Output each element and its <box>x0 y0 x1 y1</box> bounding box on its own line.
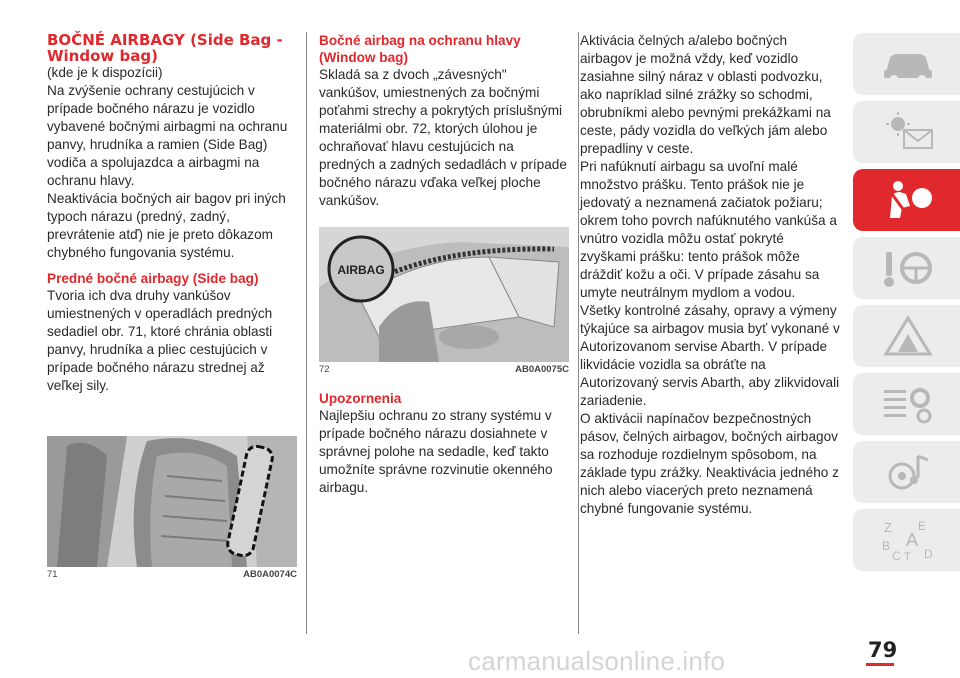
paragraph: Aktivácia čelných a/alebo bočných airbagov je možná vždy, keď vozidlo zasiahne silný náraz v oblasti podvozku, ako napríklad silné zrážky so schodmi, obrubníkmi alebo pevnými prekážkami na ceste, pády vozidla do veľkých jám alebo prepadliny v ceste. <box>580 33 831 156</box>
paragraph: Neaktivácia bočných air bagov pri iných typoch nárazu (predný, zadný, prevrátenie atď) nie je preto dôkazom chybného fungovania systému. <box>47 191 286 260</box>
index-letter: Z <box>884 520 892 535</box>
figure-caption <box>319 364 569 376</box>
paragraph: Na zvýšenie ochrany cestujúcich v prípade bočného nárazu je vozidlo vybavené bočnými airbagmi na ochranu panvy, hrudníka a ramien (Side Bag) vodiča a spolujazdca a airbagmi na ochranu hlavy. <box>47 83 288 188</box>
tab-emergency[interactable] <box>853 305 960 367</box>
road-warning-icon <box>880 314 936 358</box>
seat-image <box>47 436 297 567</box>
chapter-tabs <box>853 33 960 577</box>
tab-safety[interactable] <box>853 169 960 231</box>
key-steering-wheel-icon <box>880 246 936 290</box>
airbag-badge-text: AIRBAG <box>337 263 385 277</box>
tab-index[interactable] <box>853 509 960 571</box>
index-letter: C <box>892 549 901 562</box>
seatbelt-airbag-icon <box>880 178 936 222</box>
index-letter: A <box>906 530 919 550</box>
paragraph: Pri nafúknutí airbagu sa uvoľní malé množstvo prášku. Tento prášok nie je jedovatý a neznamená začiatok požiaru; okrem toho povrch nafúknutého vankúša a vnútro vozidla môžu ostať pokryté zvyškami prášku: tento prášok môže dráždiť kožu a oči. V prípade zásahu sa umyte neutrálnym mydlom a vodou. <box>580 159 837 300</box>
paragraph: Najlepšiu ochranu zo strany systému v prípade bočného nárazu dosiahnete v správnej polohe na sedadle, keď takto umožníte správne rozvinutie okenného airbagu. <box>319 408 553 495</box>
figure-number: 72 <box>319 364 330 375</box>
index-letters-icon <box>880 518 936 562</box>
section-heading-side-airbags: BOČNÉ AIRBAGY (Side Bag - Window bag) <box>47 31 283 65</box>
paragraph: Všetky kontrolné zásahy, opravy a výmeny týkajúce sa airbagov musia byť vykonané v Autorizovanom servise Abarth. V prípade likvidácie vozidla sa obráťte na Autorizovaný servis Abarth, aby zlikvidovali zariadenie. <box>580 303 840 408</box>
paragraph: O aktivácii napínačov bezpečnostných pásov, čelných airbagov, bočných airbagov sa rozhoduje rozdielnym spôsobom, na základe typu zrážky. Neaktivácia jedného z nich alebo viacerých preto neznamená chybné fungovanie systému. <box>580 411 839 516</box>
column-divider <box>578 32 579 634</box>
figure-caption <box>47 569 297 581</box>
multimedia-icon <box>880 450 936 494</box>
tab-vehicle[interactable] <box>853 33 960 95</box>
column-2 <box>319 32 569 497</box>
figure-number: 71 <box>47 569 58 580</box>
paragraph: Tvoria ich dva druhy vankúšov umiestnených v operadlách predných sedadiel obr. 71, ktoré chránia oblasti panvy, hrudníka a pliec cestujúcich v prípade bočného nárazu strednej až veľkej sily. <box>47 288 273 393</box>
page-number-underline <box>866 663 894 666</box>
index-letter: D <box>924 547 933 561</box>
figure-71 <box>47 436 297 581</box>
car-icon <box>880 42 936 86</box>
maintenance-gears-icon <box>880 382 936 426</box>
tab-starting-driving[interactable] <box>853 237 960 299</box>
paragraph: Skladá sa z dvoch „závesných" vankúšov, umiestnených za bočnými poťahmi strechy a pokrytých príslušnými materiálmi obr. 72, ktorých úlohou je ochraňovať hlavu cestujúcich na predných a zadných sedadlách v prípade bočného nárazu vďaka veľkej ploche vankúšov. <box>319 67 567 208</box>
index-letter: T <box>904 551 911 562</box>
car-interior-image <box>319 227 569 362</box>
page-number: 79 <box>868 638 898 662</box>
index-letter: B <box>882 539 891 553</box>
column-1 <box>47 32 297 581</box>
subheading-warnings: Upozornenia <box>319 391 402 406</box>
index-letter: E <box>918 519 927 533</box>
window-airbag-illustration <box>319 227 569 362</box>
seat-airbag-illustration <box>47 436 297 567</box>
figure-code: AB0A0074C <box>243 569 297 580</box>
column-3 <box>580 32 842 518</box>
heading-note: (kde je k dispozícii) <box>47 65 163 80</box>
tab-multimedia[interactable] <box>853 441 960 503</box>
tab-instruments[interactable] <box>853 101 960 163</box>
warning-lights-icon <box>880 110 936 154</box>
subheading-window-bag: Bočné airbag na ochranu hlavy (Window bag) <box>319 33 521 65</box>
watermark: carmanualsonline.info <box>468 646 726 676</box>
subheading-front-side-bag: Predné bočné airbagy (Side bag) <box>47 271 259 286</box>
tab-maintenance[interactable] <box>853 373 960 435</box>
figure-72 <box>319 227 569 376</box>
figure-code: AB0A0075C <box>515 364 569 375</box>
column-divider <box>306 32 307 634</box>
